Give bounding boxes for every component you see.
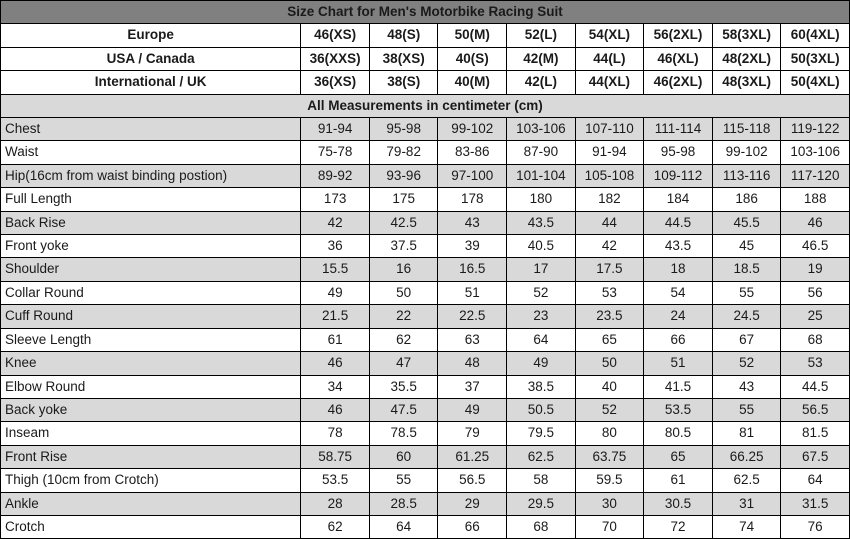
row-cell: 44 bbox=[575, 211, 644, 234]
row-cell: 67 bbox=[712, 328, 781, 351]
row-cell: 52 bbox=[575, 398, 644, 421]
row-cell: 42 bbox=[575, 235, 644, 258]
row-label: Chest bbox=[1, 118, 301, 141]
row-cell: 62 bbox=[369, 328, 438, 351]
row-cell: 42.5 bbox=[369, 211, 438, 234]
table-row bbox=[1, 188, 850, 211]
region-row-usa-canada bbox=[1, 47, 850, 70]
row-cell: 15.5 bbox=[301, 258, 370, 281]
row-cell: 119-122 bbox=[781, 118, 850, 141]
row-cell: 79.5 bbox=[507, 422, 576, 445]
row-cell: 64 bbox=[369, 515, 438, 538]
row-label: Front Rise bbox=[1, 445, 301, 468]
table-row bbox=[1, 469, 850, 492]
row-cell: 111-114 bbox=[644, 118, 713, 141]
row-cell: 54 bbox=[644, 281, 713, 304]
size-europe-2: 48(S) bbox=[369, 24, 438, 47]
row-cell: 91-94 bbox=[301, 118, 370, 141]
row-cell: 50 bbox=[369, 281, 438, 304]
row-cell: 75-78 bbox=[301, 141, 370, 164]
row-cell: 55 bbox=[712, 398, 781, 421]
size-intl-7: 48(3XL) bbox=[712, 71, 781, 94]
row-cell: 83-86 bbox=[438, 141, 507, 164]
row-label: Full Length bbox=[1, 188, 301, 211]
row-cell: 53 bbox=[781, 352, 850, 375]
size-usa-5: 44(L) bbox=[575, 47, 644, 70]
row-cell: 99-102 bbox=[438, 118, 507, 141]
row-cell: 49 bbox=[438, 398, 507, 421]
row-cell: 68 bbox=[507, 515, 576, 538]
row-cell: 61.25 bbox=[438, 445, 507, 468]
row-label: Cuff Round bbox=[1, 305, 301, 328]
row-label: Front yoke bbox=[1, 235, 301, 258]
row-cell: 61 bbox=[644, 469, 713, 492]
table-row bbox=[1, 164, 850, 187]
row-cell: 41.5 bbox=[644, 375, 713, 398]
table-row bbox=[1, 328, 850, 351]
row-cell: 46 bbox=[781, 211, 850, 234]
row-cell: 55 bbox=[712, 281, 781, 304]
row-cell: 182 bbox=[575, 188, 644, 211]
row-cell: 63 bbox=[438, 328, 507, 351]
row-cell: 38.5 bbox=[507, 375, 576, 398]
row-cell: 34 bbox=[301, 375, 370, 398]
row-cell: 17 bbox=[507, 258, 576, 281]
row-cell: 65 bbox=[575, 328, 644, 351]
row-cell: 45 bbox=[712, 235, 781, 258]
region-row-europe bbox=[1, 24, 850, 47]
size-europe-8: 60(4XL) bbox=[781, 24, 850, 47]
table-row bbox=[1, 211, 850, 234]
row-cell: 42 bbox=[301, 211, 370, 234]
row-cell: 53.5 bbox=[301, 469, 370, 492]
row-cell: 45.5 bbox=[712, 211, 781, 234]
row-cell: 35.5 bbox=[369, 375, 438, 398]
row-cell: 16 bbox=[369, 258, 438, 281]
row-cell: 91-94 bbox=[575, 141, 644, 164]
row-cell: 105-108 bbox=[575, 164, 644, 187]
row-cell: 53.5 bbox=[644, 398, 713, 421]
row-cell: 72 bbox=[644, 515, 713, 538]
table-row bbox=[1, 118, 850, 141]
row-cell: 37 bbox=[438, 375, 507, 398]
size-intl-1: 36(XS) bbox=[301, 71, 370, 94]
row-cell: 78.5 bbox=[369, 422, 438, 445]
row-cell: 55 bbox=[369, 469, 438, 492]
row-cell: 24.5 bbox=[712, 305, 781, 328]
table-row bbox=[1, 141, 850, 164]
row-cell: 95-98 bbox=[369, 118, 438, 141]
row-cell: 188 bbox=[781, 188, 850, 211]
row-cell: 80 bbox=[575, 422, 644, 445]
row-cell: 23 bbox=[507, 305, 576, 328]
row-cell: 58 bbox=[507, 469, 576, 492]
row-cell: 109-112 bbox=[644, 164, 713, 187]
size-europe-3: 50(M) bbox=[438, 24, 507, 47]
row-cell: 56.5 bbox=[438, 469, 507, 492]
row-cell: 78 bbox=[301, 422, 370, 445]
table-row bbox=[1, 305, 850, 328]
size-europe-4: 52(L) bbox=[507, 24, 576, 47]
row-cell: 97-100 bbox=[438, 164, 507, 187]
row-label: Inseam bbox=[1, 422, 301, 445]
row-cell: 23.5 bbox=[575, 305, 644, 328]
size-chart-body bbox=[1, 1, 850, 539]
row-cell: 59.5 bbox=[575, 469, 644, 492]
row-cell: 60 bbox=[369, 445, 438, 468]
size-usa-1: 36(XXS) bbox=[301, 47, 370, 70]
row-cell: 44.5 bbox=[644, 211, 713, 234]
row-cell: 31 bbox=[712, 492, 781, 515]
size-intl-3: 40(M) bbox=[438, 71, 507, 94]
row-label: Thigh (10cm from Crotch) bbox=[1, 469, 301, 492]
row-label: Sleeve Length bbox=[1, 328, 301, 351]
row-cell: 81 bbox=[712, 422, 781, 445]
row-cell: 37.5 bbox=[369, 235, 438, 258]
row-cell: 28.5 bbox=[369, 492, 438, 515]
row-cell: 25 bbox=[781, 305, 850, 328]
row-cell: 173 bbox=[301, 188, 370, 211]
row-cell: 63.75 bbox=[575, 445, 644, 468]
table-row bbox=[1, 352, 850, 375]
size-intl-6: 46(2XL) bbox=[644, 71, 713, 94]
row-cell: 56.5 bbox=[781, 398, 850, 421]
table-row bbox=[1, 235, 850, 258]
row-cell: 46 bbox=[301, 398, 370, 421]
row-cell: 36 bbox=[301, 235, 370, 258]
row-cell: 52 bbox=[507, 281, 576, 304]
table-row bbox=[1, 398, 850, 421]
size-usa-3: 40(S) bbox=[438, 47, 507, 70]
row-cell: 66 bbox=[438, 515, 507, 538]
row-cell: 47.5 bbox=[369, 398, 438, 421]
row-cell: 87-90 bbox=[507, 141, 576, 164]
region-row-international-uk bbox=[1, 71, 850, 94]
table-row bbox=[1, 258, 850, 281]
row-cell: 61 bbox=[301, 328, 370, 351]
row-cell: 64 bbox=[781, 469, 850, 492]
size-usa-4: 42(M) bbox=[507, 47, 576, 70]
row-label: Collar Round bbox=[1, 281, 301, 304]
row-cell: 49 bbox=[301, 281, 370, 304]
row-cell: 68 bbox=[781, 328, 850, 351]
row-cell: 21.5 bbox=[301, 305, 370, 328]
row-cell: 16.5 bbox=[438, 258, 507, 281]
table-row bbox=[1, 281, 850, 304]
row-cell: 107-110 bbox=[575, 118, 644, 141]
size-europe-1: 46(XS) bbox=[301, 24, 370, 47]
row-cell: 18.5 bbox=[712, 258, 781, 281]
row-cell: 22.5 bbox=[438, 305, 507, 328]
row-cell: 62 bbox=[301, 515, 370, 538]
row-cell: 40.5 bbox=[507, 235, 576, 258]
table-row bbox=[1, 375, 850, 398]
row-cell: 44.5 bbox=[781, 375, 850, 398]
row-cell: 28 bbox=[301, 492, 370, 515]
row-label: Waist bbox=[1, 141, 301, 164]
row-cell: 70 bbox=[575, 515, 644, 538]
row-cell: 52 bbox=[712, 352, 781, 375]
row-cell: 62.5 bbox=[712, 469, 781, 492]
row-cell: 66 bbox=[644, 328, 713, 351]
row-cell: 39 bbox=[438, 235, 507, 258]
row-label: Elbow Round bbox=[1, 375, 301, 398]
row-cell: 180 bbox=[507, 188, 576, 211]
row-cell: 47 bbox=[369, 352, 438, 375]
row-cell: 79-82 bbox=[369, 141, 438, 164]
row-cell: 67.5 bbox=[781, 445, 850, 468]
row-label: Back yoke bbox=[1, 398, 301, 421]
row-cell: 103-106 bbox=[507, 118, 576, 141]
size-intl-8: 50(4XL) bbox=[781, 71, 850, 94]
measurement-unit-banner: All Measurements in centimeter (cm) bbox=[1, 94, 850, 117]
row-label: Crotch bbox=[1, 515, 301, 538]
size-intl-4: 42(L) bbox=[507, 71, 576, 94]
row-cell: 43.5 bbox=[644, 235, 713, 258]
row-cell: 31.5 bbox=[781, 492, 850, 515]
row-cell: 178 bbox=[438, 188, 507, 211]
region-label-usa-canada: USA / Canada bbox=[1, 47, 301, 70]
row-label: Shoulder bbox=[1, 258, 301, 281]
row-cell: 115-118 bbox=[712, 118, 781, 141]
measurement-unit-banner-row bbox=[1, 94, 850, 117]
row-cell: 48 bbox=[438, 352, 507, 375]
row-cell: 76 bbox=[781, 515, 850, 538]
row-cell: 51 bbox=[438, 281, 507, 304]
table-row bbox=[1, 492, 850, 515]
size-usa-6: 46(XL) bbox=[644, 47, 713, 70]
region-label-europe: Europe bbox=[1, 24, 301, 47]
size-usa-2: 38(XS) bbox=[369, 47, 438, 70]
row-cell: 117-120 bbox=[781, 164, 850, 187]
row-cell: 99-102 bbox=[712, 141, 781, 164]
row-cell: 30 bbox=[575, 492, 644, 515]
row-cell: 46 bbox=[301, 352, 370, 375]
row-cell: 79 bbox=[438, 422, 507, 445]
row-cell: 81.5 bbox=[781, 422, 850, 445]
row-cell: 43 bbox=[712, 375, 781, 398]
size-europe-5: 54(XL) bbox=[575, 24, 644, 47]
row-cell: 64 bbox=[507, 328, 576, 351]
row-cell: 43 bbox=[438, 211, 507, 234]
row-cell: 53 bbox=[575, 281, 644, 304]
row-cell: 51 bbox=[644, 352, 713, 375]
row-cell: 43.5 bbox=[507, 211, 576, 234]
row-label: Knee bbox=[1, 352, 301, 375]
row-cell: 186 bbox=[712, 188, 781, 211]
row-cell: 95-98 bbox=[644, 141, 713, 164]
row-cell: 80.5 bbox=[644, 422, 713, 445]
table-row bbox=[1, 422, 850, 445]
row-cell: 184 bbox=[644, 188, 713, 211]
row-cell: 30.5 bbox=[644, 492, 713, 515]
row-cell: 101-104 bbox=[507, 164, 576, 187]
row-cell: 62.5 bbox=[507, 445, 576, 468]
size-europe-7: 58(3XL) bbox=[712, 24, 781, 47]
row-cell: 46.5 bbox=[781, 235, 850, 258]
row-cell: 89-92 bbox=[301, 164, 370, 187]
row-cell: 29.5 bbox=[507, 492, 576, 515]
row-cell: 66.25 bbox=[712, 445, 781, 468]
row-cell: 40 bbox=[575, 375, 644, 398]
row-label: Back Rise bbox=[1, 211, 301, 234]
size-europe-6: 56(2XL) bbox=[644, 24, 713, 47]
size-usa-7: 48(2XL) bbox=[712, 47, 781, 70]
chart-title: Size Chart for Men's Motorbike Racing Suit bbox=[1, 1, 850, 24]
row-cell: 22 bbox=[369, 305, 438, 328]
row-cell: 18 bbox=[644, 258, 713, 281]
row-cell: 103-106 bbox=[781, 141, 850, 164]
row-cell: 93-96 bbox=[369, 164, 438, 187]
row-cell: 49 bbox=[507, 352, 576, 375]
row-cell: 50 bbox=[575, 352, 644, 375]
size-usa-8: 50(3XL) bbox=[781, 47, 850, 70]
row-cell: 17.5 bbox=[575, 258, 644, 281]
row-label: Ankle bbox=[1, 492, 301, 515]
row-cell: 58.75 bbox=[301, 445, 370, 468]
row-cell: 74 bbox=[712, 515, 781, 538]
row-cell: 113-116 bbox=[712, 164, 781, 187]
table-row bbox=[1, 445, 850, 468]
size-intl-2: 38(S) bbox=[369, 71, 438, 94]
region-label-international-uk: International / UK bbox=[1, 71, 301, 94]
row-cell: 175 bbox=[369, 188, 438, 211]
row-cell: 65 bbox=[644, 445, 713, 468]
row-cell: 50.5 bbox=[507, 398, 576, 421]
chart-title-row bbox=[1, 1, 850, 24]
row-cell: 56 bbox=[781, 281, 850, 304]
size-intl-5: 44(XL) bbox=[575, 71, 644, 94]
table-row bbox=[1, 515, 850, 538]
row-label: Hip(16cm from waist binding postion) bbox=[1, 164, 301, 187]
row-cell: 24 bbox=[644, 305, 713, 328]
row-cell: 29 bbox=[438, 492, 507, 515]
row-cell: 19 bbox=[781, 258, 850, 281]
